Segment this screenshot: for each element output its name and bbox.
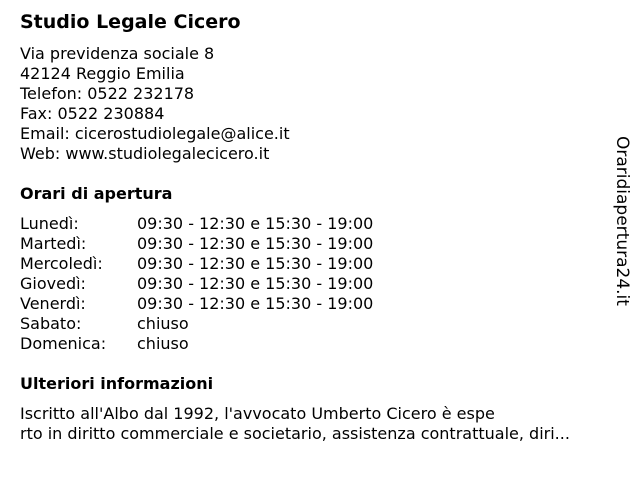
day-label: Sabato: [20,314,82,333]
hours-row [20,214,373,234]
site-watermark: Oraridiapertura24.it [612,136,632,306]
time-value: 09:30 - 12:30 e 15:30 - 19:00 [137,294,374,313]
info-line2: rto in diritto commerciale e societario, assistenza contrattuale, diri... [20,424,570,443]
info-text [20,404,620,444]
hours-row [20,314,373,334]
hours-row [20,274,373,294]
hours-heading: Orari di apertura [20,184,173,203]
hours-row [20,254,373,274]
hours-table [20,214,373,354]
address-line1: Via previdenza sociale 8 [20,44,215,63]
time-value: 09:30 - 12:30 e 15:30 - 19:00 [137,274,374,293]
day-label: Domenica: [20,334,107,353]
time-value: chiuso [137,314,189,333]
time-value: 09:30 - 12:30 e 15:30 - 19:00 [137,234,374,253]
day-label: Mercoledì: [20,254,103,273]
address-line2: 42124 Reggio Emilia [20,64,185,83]
day-label: Giovedì: [20,274,86,293]
business-name: Studio Legale Cicero [20,11,241,33]
day-label: Lunedì: [20,214,79,233]
info-heading: Ulteriori informazioni [20,374,214,393]
time-value: chiuso [137,334,189,353]
time-value: 09:30 - 12:30 e 15:30 - 19:00 [137,214,374,233]
web-line: Web: www.studiolegalecicero.it [20,144,270,163]
hours-row [20,294,373,314]
day-label: Venerdì: [20,294,86,313]
contact-block [20,44,290,164]
info-line1: Iscritto all'Albo dal 1992, l'avvocato Umberto Cicero è espe [20,404,495,423]
fax-line: Fax: 0522 230884 [20,104,165,123]
hours-row [20,334,373,354]
email-line: Email: cicerostudiolegale@alice.it [20,124,290,143]
hours-row [20,234,373,254]
phone-line: Telefon: 0522 232178 [20,84,195,103]
time-value: 09:30 - 12:30 e 15:30 - 19:00 [137,254,374,273]
day-label: Martedì: [20,234,87,253]
